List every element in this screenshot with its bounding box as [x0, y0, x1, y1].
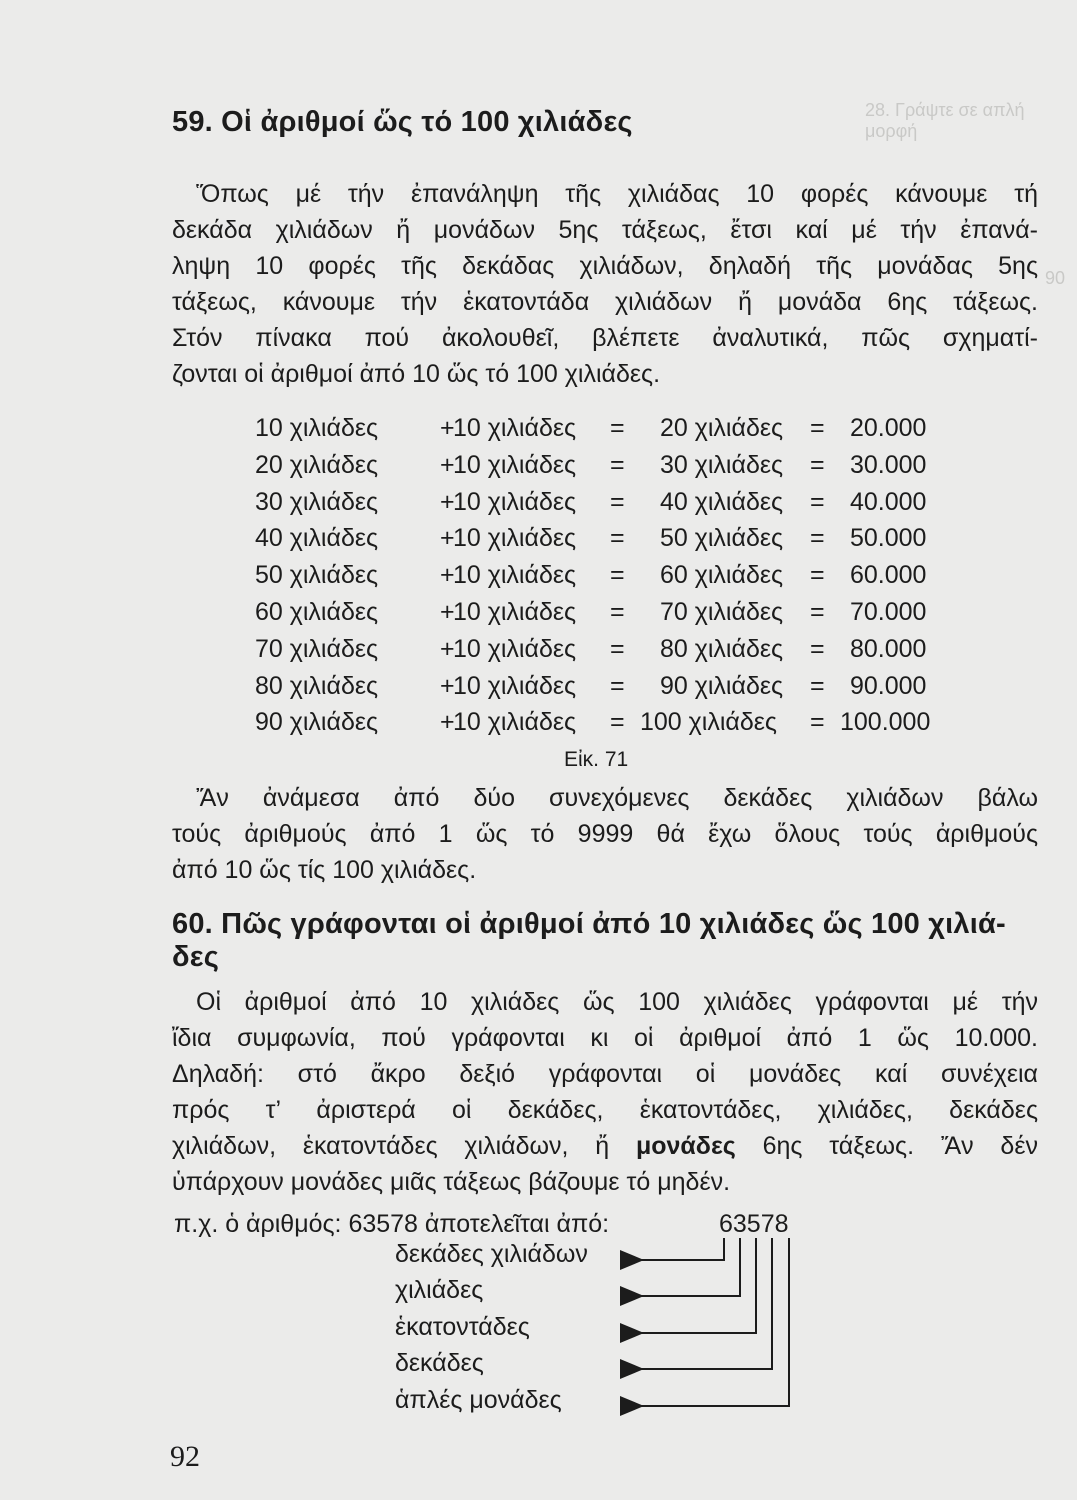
equals-sign: =	[810, 450, 825, 479]
equals-sign: =	[610, 671, 625, 700]
sum-digits: 30.000	[850, 450, 927, 479]
equals-sign: =	[810, 708, 825, 737]
sum-words: 70 χιλιάδες	[660, 597, 784, 626]
plus-sign: +	[440, 597, 455, 626]
text-line: Δηλαδή: στό ἄκρο δεξιό γράφονται οἱ μονάδες καί συνέχεια	[172, 1060, 1038, 1088]
addend-1: 30 χιλιάδες	[255, 487, 379, 516]
text-line: δεκάδα χιλιάδων ἤ μονάδων 5ης τάξεως, ἔτσι καί μέ τήν ἐπανά-	[172, 216, 1038, 244]
plus-sign: +	[440, 487, 455, 516]
equals-sign: =	[810, 597, 825, 626]
text-line: πρός τ’ ἀριστερά οἱ δεκάδες, ἑκατοντάδες, χιλιάδες, δεκάδες	[172, 1096, 1038, 1124]
emphasis-units: μονάδες	[635, 1132, 736, 1160]
addend-2: 10 χιλιάδες	[453, 597, 577, 626]
addend-1: 50 χιλιάδες	[255, 561, 379, 590]
addend-2: 10 χιλιάδες	[453, 561, 577, 590]
addend-2: 10 χιλιάδες	[453, 708, 577, 737]
sum-digits: 90.000	[850, 671, 927, 700]
plus-sign: +	[440, 414, 455, 442]
sum-digits: 20.000	[850, 414, 927, 442]
equals-sign: =	[610, 414, 625, 442]
text-line: τάξεως, κάνουμε τήν ἑκατοντάδα χιλιάδων ἤ μονάδα 6ης τάξεως.	[172, 288, 1038, 316]
text-line: ἀπό 10 ὥς τίς 100 χιλιάδες.	[172, 856, 477, 884]
sum-words: 60 χιλιάδες	[660, 561, 784, 590]
addend-2: 10 χιλιάδες	[453, 414, 577, 442]
section-59-title: 59. Οἱ ἀριθμοί ὥς τό 100 χιλιάδες	[172, 106, 633, 138]
title-line: 60. Πῶς γράφονται οἱ ἀριθμοί ἀπό 10 χιλιάδες ὥς 100 χιλιά-	[172, 908, 1006, 940]
arrow-hundreds	[640, 1238, 756, 1333]
text-fragment: 6ης τάξεως. Ἄν δέν	[735, 1132, 1038, 1160]
figure-caption: Εἰκ. 71	[564, 748, 629, 771]
label-thousands: χιλιάδες	[395, 1276, 484, 1304]
addend-2: 10 χιλιάδες	[453, 671, 577, 700]
sum-words: 100 χιλιάδες	[640, 708, 777, 737]
bleed-through-number: 90	[1045, 268, 1066, 288]
addend-1: 20 χιλιάδες	[255, 450, 379, 479]
equals-sign: =	[810, 414, 825, 442]
equals-sign: =	[810, 561, 825, 590]
addend-1: 40 χιλιάδες	[255, 524, 379, 553]
sum-words: 50 χιλιάδες	[660, 524, 784, 553]
page-number: 92	[170, 1440, 200, 1473]
sum-words: 80 χιλιάδες	[660, 634, 784, 663]
equals-sign: =	[610, 487, 625, 516]
sum-words: 40 χιλιάδες	[660, 487, 784, 516]
equals-sign: =	[810, 524, 825, 553]
sum-digits: 40.000	[850, 487, 927, 516]
addend-2: 10 χιλιάδες	[453, 634, 577, 663]
arrow-tens	[640, 1238, 772, 1369]
addend-1: 80 χιλιάδες	[255, 671, 379, 700]
sum-words: 90 χιλιάδες	[660, 671, 784, 700]
equals-sign: =	[810, 671, 825, 700]
equals-sign: =	[610, 597, 625, 626]
text-line: τούς ἀριθμούς ἀπό 1 ὥς τό 9999 θά ἔχω ὅλους τούς ἀριθμούς	[172, 820, 1038, 848]
plus-sign: +	[440, 450, 455, 479]
addend-1: 10 χιλιάδες	[255, 414, 379, 442]
plus-sign: +	[440, 671, 455, 700]
equals-sign: =	[610, 450, 625, 479]
equals-sign: =	[610, 524, 625, 553]
text-line: ληψη 10 φορές τῆς δεκάδας χιλιάδων, δηλαδή τῆς μονάδας 5ης	[172, 252, 1038, 280]
arrow-units	[640, 1238, 789, 1406]
addend-1: 90 χιλιάδες	[255, 708, 379, 737]
sum-digits: 100.000	[840, 708, 931, 737]
arrow-ten-thousands	[640, 1238, 724, 1260]
text-line: ζονται οἱ ἀριθμοί ἀπό 10 ὥς τό 100 χιλιάδες.	[172, 360, 661, 388]
example-text: π.χ. ὁ ἀριθμός: 63578 ἀποτελεῖται ἀπό:	[174, 1210, 610, 1238]
addend-2: 10 χιλιάδες	[453, 450, 577, 479]
equals-sign: =	[810, 634, 825, 663]
bleed-through-heading: 28. Γράψτε σε απλή μορφή	[865, 100, 1025, 141]
example-number: 63578	[719, 1210, 789, 1238]
text-line: ἴδια συμφωνία, πού γράφονται κι οἱ ἀριθμοί ἀπό 1 ὥς 10.000.	[172, 1024, 1038, 1052]
addend-2: 10 χιλιάδες	[453, 487, 577, 516]
addend-1: 70 χιλιάδες	[255, 634, 379, 663]
plus-sign: +	[440, 524, 455, 553]
equals-sign: =	[610, 634, 625, 663]
equals-sign: =	[610, 561, 625, 590]
text-line: ὑπάρχουν μονάδες μιᾶς τάξεως βάζουμε τό μηδέν.	[172, 1168, 731, 1196]
sum-words: 30 χιλιάδες	[660, 450, 784, 479]
sum-digits: 50.000	[850, 524, 927, 553]
text-line: Ἄν ἀνάμεσα ἀπό δύο συνεχόμενες δεκάδες χιλιάδων βάλω	[196, 784, 1038, 812]
equals-sign: =	[810, 487, 825, 516]
text-line: Οἱ ἀριθμοί ἀπό 10 χιλιάδες ὥς 100 χιλιάδες γράφονται μέ τήν	[196, 988, 1038, 1016]
plus-sign: +	[440, 561, 455, 590]
label-hundreds: ἑκατοντάδες	[395, 1313, 530, 1341]
label-tens: δεκάδες	[395, 1349, 484, 1377]
plus-sign: +	[440, 634, 455, 663]
addend-1: 60 χιλιάδες	[255, 597, 379, 626]
sum-digits: 60.000	[850, 561, 927, 590]
plus-sign: +	[440, 708, 455, 737]
sum-words: 20 χιλιάδες	[660, 414, 784, 442]
addend-2: 10 χιλιάδες	[453, 524, 577, 553]
equals-sign: =	[610, 708, 625, 737]
text-line: Ὅπως μέ τήν ἐπανάληψη τῆς χιλιάδας 10 φορές κάνουμε τή	[196, 180, 1038, 208]
label-units: ἁπλές μονάδες	[395, 1386, 562, 1414]
text-fragment: χιλιάδων, ἑκατοντάδες χιλιάδων, ἤ	[172, 1132, 636, 1160]
text-line: Στόν πίνακα πού ἀκολουθεῖ, βλέπετε ἀναλυτικά, πῶς σχηματί-	[172, 324, 1038, 352]
title-line: δες	[172, 941, 220, 973]
label-ten-thousands: δεκάδες χιλιάδων	[395, 1240, 588, 1268]
sum-digits: 80.000	[850, 634, 927, 663]
sum-digits: 70.000	[850, 597, 927, 626]
